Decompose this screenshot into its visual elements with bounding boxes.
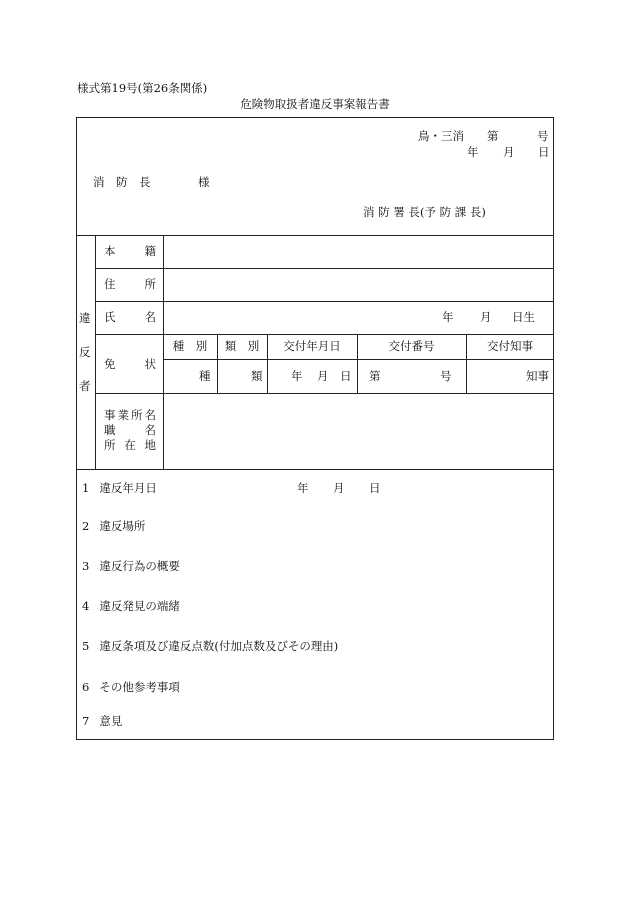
label-shimei bbox=[104, 312, 156, 324]
item-3-number: 3 bbox=[82, 559, 90, 573]
violator-side-label-3: 者 bbox=[79, 379, 91, 393]
label-business-name: 事業所名 bbox=[104, 408, 156, 422]
item-5-label: 違反条項及び違反点数(付加点数及びその理由) bbox=[99, 639, 339, 653]
menjo-header-issue-date: 交付年月日 bbox=[283, 339, 341, 353]
violation-date-month: 月 bbox=[333, 481, 345, 495]
menjo-issue-year: 年 bbox=[291, 369, 303, 383]
menjo-header-issue-number: 交付番号 bbox=[388, 339, 435, 353]
label-jusho bbox=[104, 279, 156, 291]
label-honseki bbox=[104, 246, 156, 258]
violator-side-label-1: 違 bbox=[79, 311, 91, 325]
rule-menjo-header bbox=[163, 359, 554, 360]
menjo-governor: 知事 bbox=[526, 369, 549, 383]
label-menjo bbox=[104, 359, 156, 371]
form-number: 様式第19号(第26条関係) bbox=[77, 81, 208, 95]
item-3-label: 違反行為の概要 bbox=[99, 559, 180, 573]
item-2-number: 2 bbox=[82, 519, 90, 533]
label-honseki-1: 本 bbox=[104, 244, 116, 258]
doc-date-year: 年 bbox=[467, 145, 479, 159]
item-2 bbox=[82, 521, 145, 533]
label-menjo-1: 免 bbox=[104, 357, 116, 371]
menjo-issue-day: 日 bbox=[340, 369, 352, 383]
menjo-shu: 種 bbox=[199, 369, 211, 383]
violator-side-label-2: 反 bbox=[79, 345, 91, 359]
rule-side-label bbox=[95, 235, 96, 469]
item-4-number: 4 bbox=[82, 599, 90, 613]
item-6-label: その他参考事項 bbox=[99, 680, 180, 694]
item-5-number: 5 bbox=[82, 639, 90, 653]
rule-top-section bbox=[76, 235, 554, 236]
item-3 bbox=[82, 561, 180, 573]
sender-title: 消 防 署 長(予 防 課 長) bbox=[363, 205, 486, 219]
item-7 bbox=[82, 716, 122, 728]
violation-date-day: 日 bbox=[369, 481, 381, 495]
label-jusho-2: 所 bbox=[144, 277, 156, 291]
doc-number-prefix: 鳥・三消 bbox=[418, 129, 464, 143]
doc-date-day: 日 bbox=[538, 145, 550, 159]
label-shimei-1: 氏 bbox=[104, 310, 116, 324]
item-2-label: 違反場所 bbox=[99, 519, 146, 533]
document-title: 危険物取扱者違反事案報告書 bbox=[240, 97, 390, 111]
label-menjo-2: 状 bbox=[144, 357, 156, 371]
item-4-label: 違反発見の端緒 bbox=[99, 599, 180, 613]
doc-number-go: 号 bbox=[537, 129, 549, 143]
birth-year: 年 bbox=[442, 310, 454, 324]
label-shimei-2: 名 bbox=[144, 310, 156, 324]
item-7-label: 意見 bbox=[99, 714, 123, 728]
item-1-label: 違反年月日 bbox=[99, 481, 157, 495]
violation-date-year: 年 bbox=[297, 481, 309, 495]
item-6 bbox=[82, 682, 180, 694]
birth-day: 日生 bbox=[512, 310, 535, 324]
rule-violator-section bbox=[76, 469, 554, 470]
label-business-address: 所 在 地 bbox=[104, 438, 156, 452]
menjo-header-ruibetsu: 類 別 bbox=[224, 339, 260, 353]
recipient-honorific: 様 bbox=[198, 175, 210, 189]
label-honseki-2: 籍 bbox=[144, 244, 156, 258]
item-6-number: 6 bbox=[82, 680, 90, 694]
menjo-header-governor: 交付知事 bbox=[487, 339, 533, 353]
menjo-no-dai: 第 bbox=[369, 369, 381, 383]
item-7-number: 7 bbox=[82, 714, 90, 728]
menjo-no-go: 号 bbox=[440, 369, 452, 383]
menjo-header-shubetsu: 種 別 bbox=[172, 339, 208, 353]
menjo-rui: 類 bbox=[251, 369, 263, 383]
doc-date-month: 月 bbox=[503, 145, 515, 159]
recipient-title: 消 防 長 bbox=[93, 175, 151, 189]
doc-number-dai: 第 bbox=[487, 129, 499, 143]
menjo-issue-month: 月 bbox=[317, 369, 329, 383]
birth-month: 月 bbox=[480, 310, 492, 324]
item-1 bbox=[82, 483, 157, 495]
item-4 bbox=[82, 601, 180, 613]
label-job-title: 職 名 bbox=[104, 423, 156, 437]
item-1-number: 1 bbox=[82, 481, 90, 495]
label-jusho-1: 住 bbox=[104, 277, 116, 291]
item-5 bbox=[82, 641, 338, 653]
